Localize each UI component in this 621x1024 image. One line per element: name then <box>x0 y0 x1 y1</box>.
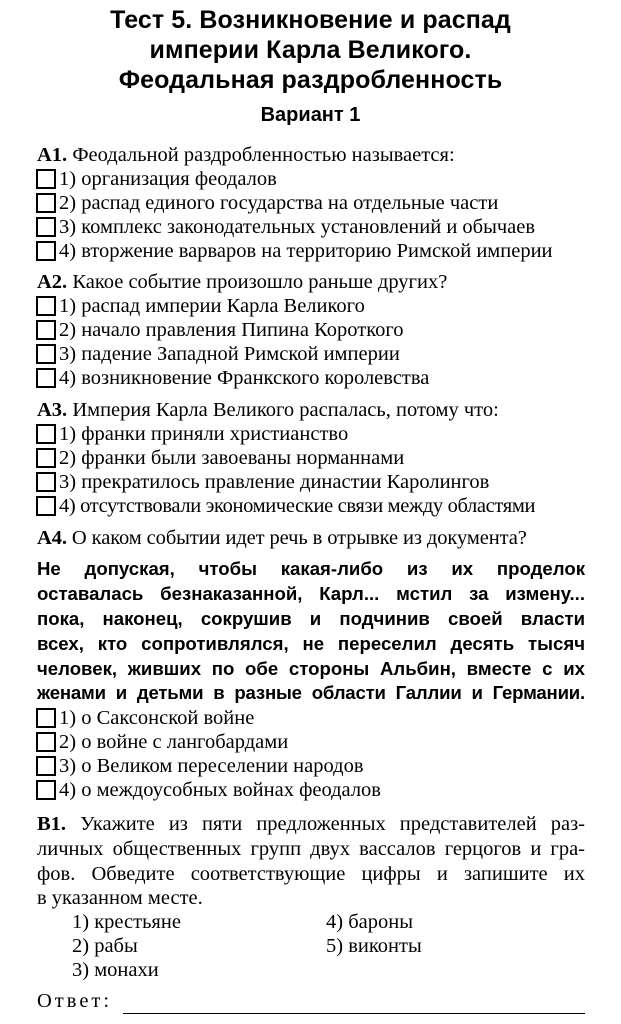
checkbox[interactable] <box>36 424 56 444</box>
b1-choice-3[interactable]: 3) монахи <box>72 959 159 981</box>
question-a4-label: А4. <box>37 527 67 549</box>
option-a2-4[interactable] <box>36 366 429 390</box>
question-a4-text: О каком событии идет речь в отрывке из документа? <box>71 527 527 549</box>
checkbox[interactable] <box>36 756 56 776</box>
test-title-line-1: Тест 5. Возникновение и распад <box>110 6 511 34</box>
option-label: 3) комплекс законодательных установлений и обычаев <box>59 216 536 238</box>
checkbox[interactable] <box>36 193 56 213</box>
option-a1-1[interactable] <box>36 167 277 191</box>
option-a3-4[interactable] <box>36 494 535 518</box>
question-a3 <box>37 398 499 422</box>
option-a2-2[interactable] <box>36 318 404 342</box>
checkbox[interactable] <box>36 496 56 516</box>
question-b1-text: Укажите из пяти предложенных представителей раз- <box>80 813 586 835</box>
question-a1 <box>37 143 455 167</box>
option-label: 1) распад империи Карла Великого <box>59 295 365 317</box>
document-excerpt-line: женами и детьми в разные области Галлии и Германии. <box>37 682 585 703</box>
option-a4-4[interactable] <box>36 778 381 802</box>
checkbox[interactable] <box>36 448 56 468</box>
checkbox[interactable] <box>36 368 56 388</box>
question-b1-line-1 <box>37 812 585 836</box>
option-label: 4) вторжение варваров на территорию Римской империи <box>59 240 553 262</box>
document-excerpt-line: пока, наконец, сокрушив и подчинив своей власти <box>37 608 585 629</box>
question-a1-label: А1. <box>37 144 68 166</box>
option-label: 2) распад единого государства на отдельные части <box>59 192 499 214</box>
checkbox[interactable] <box>36 780 56 800</box>
checkbox[interactable] <box>36 296 56 316</box>
question-a3-text: Империя Карла Великого распалась, потому что: <box>72 399 499 421</box>
question-a1-text: Феодальной раздробленностью называется: <box>72 144 455 166</box>
option-a1-4[interactable] <box>36 239 553 263</box>
b1-choice-5[interactable]: 5) виконты <box>326 935 422 957</box>
option-label: 3) о Великом переселении народов <box>59 755 364 777</box>
b1-choice-2[interactable]: 2) рабы <box>72 935 138 957</box>
option-label: 1) организация феодалов <box>59 168 277 190</box>
question-a4 <box>37 526 527 550</box>
option-a3-2[interactable] <box>36 446 404 470</box>
question-b1-line-4: в указанном месте. <box>37 887 203 909</box>
question-b1-line-3: фов. Обведите соответствующие цифры и запишите их <box>37 863 585 885</box>
option-a4-2[interactable] <box>36 730 288 754</box>
test-title-line-3: Феодальная раздробленность <box>118 66 503 94</box>
b1-choice-4[interactable]: 4) бароны <box>326 911 413 933</box>
checkbox[interactable] <box>36 344 56 364</box>
checkbox[interactable] <box>36 732 56 752</box>
option-label: 2) о войне с лангобардами <box>59 731 289 753</box>
answer-field[interactable] <box>123 1013 585 1014</box>
question-a3-label: А3. <box>37 399 68 421</box>
checkbox[interactable] <box>36 169 56 189</box>
question-a2-label: А2. <box>37 271 68 293</box>
option-label: 3) падение Западной Римской империи <box>59 343 400 365</box>
checkbox[interactable] <box>36 708 56 728</box>
question-b1-label: В1. <box>37 813 67 835</box>
option-label: 2) начало правления Пипина Короткого <box>59 319 404 341</box>
option-a2-3[interactable] <box>36 342 400 366</box>
question-a2-text: Какое событие произошло раньше других? <box>72 271 448 293</box>
checkbox[interactable] <box>36 472 56 492</box>
option-label: 4) отсутствовали экономические связи между областями <box>59 495 536 517</box>
option-a1-3[interactable] <box>36 215 535 239</box>
question-b1-line-2: личных общественных групп двух вассалов герцогов и гра- <box>37 838 585 860</box>
variant-label: Вариант 1 <box>260 104 361 126</box>
option-a3-1[interactable] <box>36 422 348 446</box>
document-excerpt-line: человек, живших по обе стороны Альбин, вместе с их <box>37 658 585 679</box>
option-a4-1[interactable] <box>36 706 254 730</box>
question-a2 <box>37 270 447 294</box>
test-title-line-2: империи Карла Великого. <box>149 36 472 64</box>
answer-label: Ответ: <box>37 990 113 1012</box>
option-a4-3[interactable] <box>36 754 364 778</box>
option-a3-3[interactable] <box>36 470 489 494</box>
option-label: 1) франки приняли христианство <box>59 423 349 445</box>
option-label: 3) прекратилось правление династии Каролингов <box>59 471 490 493</box>
document-excerpt-line: оставалась безнаказанной, Карл... мстил за измену... <box>37 583 585 604</box>
option-label: 2) франки были завоеваны норманнами <box>59 447 405 469</box>
checkbox[interactable] <box>36 217 56 237</box>
option-a2-1[interactable] <box>36 294 365 318</box>
checkbox[interactable] <box>36 241 56 261</box>
document-excerpt-line: всех, кто сопротивлялся, не переселил десять тысяч <box>37 633 585 654</box>
b1-choice-1[interactable]: 1) крестьяне <box>72 911 181 933</box>
option-label: 1) о Саксонской войне <box>59 707 255 729</box>
checkbox[interactable] <box>36 320 56 340</box>
document-excerpt-line: Не допуская, чтобы какая-либо из их проделок <box>37 558 585 579</box>
option-label: 4) возникновение Франкского королевства <box>59 367 430 389</box>
option-a1-2[interactable] <box>36 191 498 215</box>
option-label: 4) о междоусобных войнах феодалов <box>59 779 381 801</box>
